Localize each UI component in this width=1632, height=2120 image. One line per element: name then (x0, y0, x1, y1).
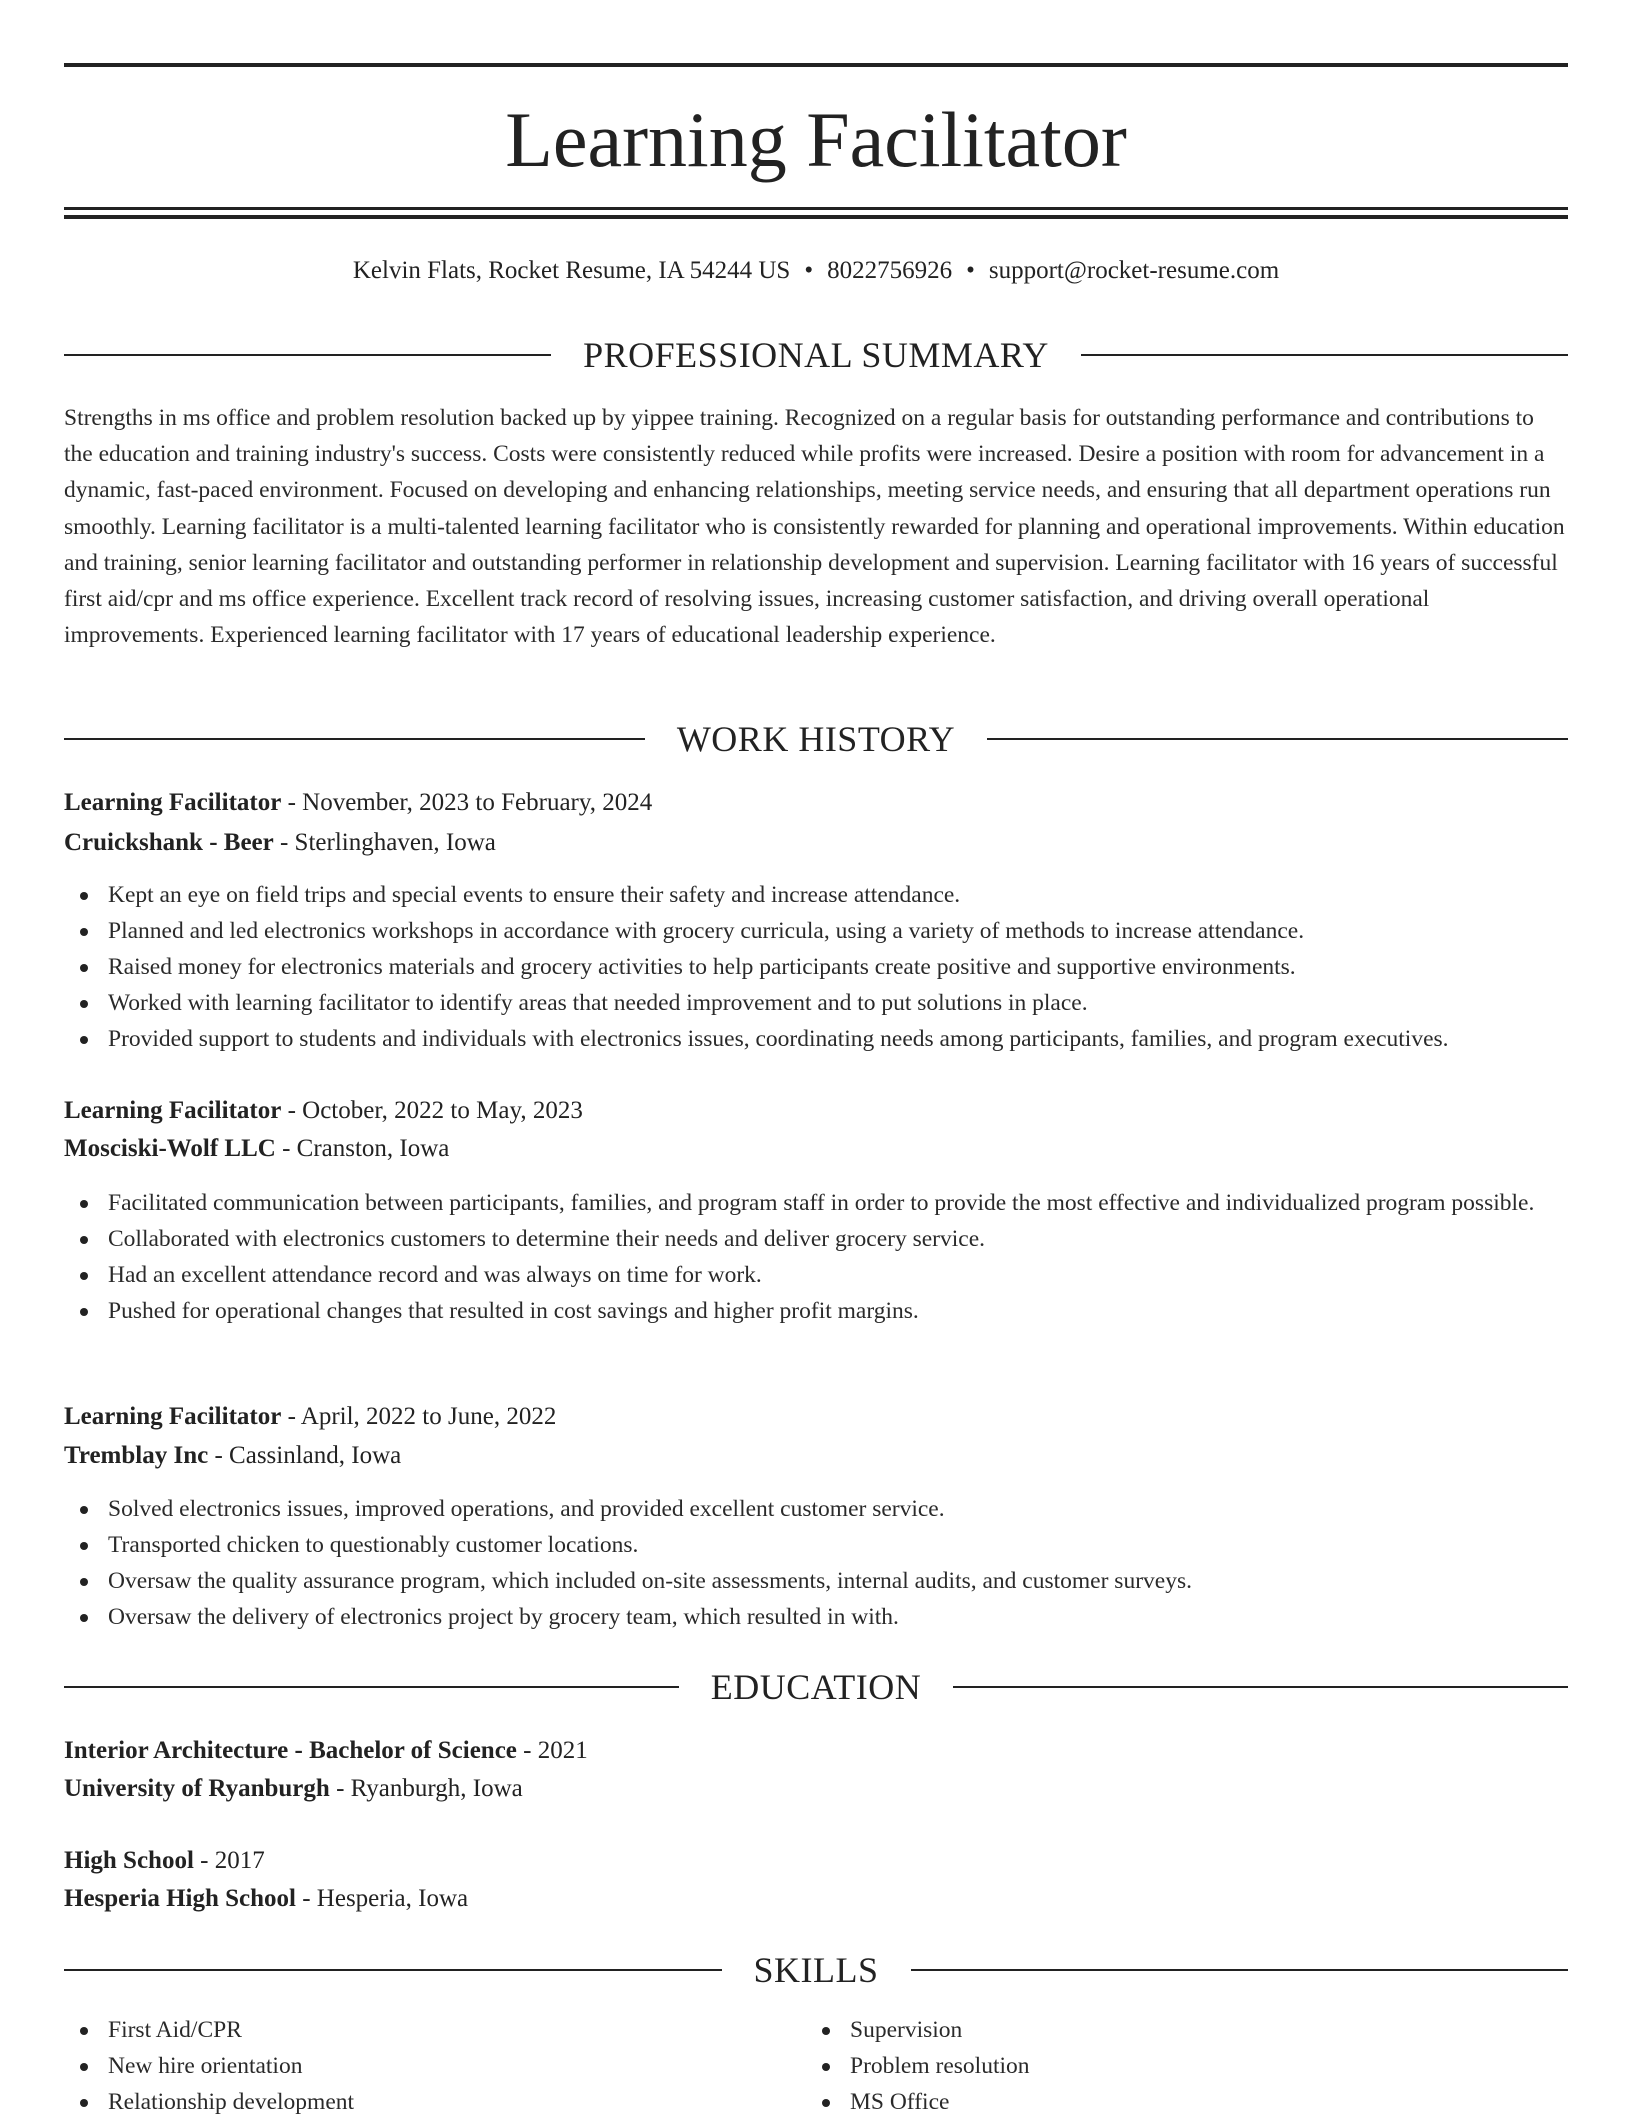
job-dates: - October, 2022 to May, 2023 (281, 1097, 583, 1124)
section-rule-right (953, 1686, 1568, 1688)
job-dates: - November, 2023 to February, 2024 (281, 789, 653, 816)
section-rule-left (64, 1686, 679, 1688)
section-rule-right (1081, 354, 1568, 356)
job-bullet: Oversaw the delivery of electronics project by grocery team, which resulted in with. (108, 1599, 1612, 1635)
header-double-rule-lower (64, 215, 1568, 219)
section-rule-left (64, 354, 551, 356)
job-bullet: Pushed for operational changes that resulted in cost savings and higher profit margins. (108, 1293, 1612, 1329)
job-bullet: Facilitated communication between participants, families, and program staff in order to provide the most effective and individualized program possible. (108, 1185, 1612, 1221)
job-location: - Cassinland, Iowa (208, 1442, 402, 1469)
education-year: - 2017 (193, 1847, 265, 1874)
section-header-skills (64, 1948, 1568, 1992)
job-bullet-list (64, 1185, 1612, 1329)
section-rule-left (64, 1969, 722, 1971)
job-company-line (64, 825, 1568, 861)
section-header-work-history (64, 717, 1568, 761)
job-company: Cruickshank - Beer (64, 829, 274, 856)
job-bullet: Collaborated with electronics customers to determine their needs and deliver grocery service. (108, 1221, 1612, 1257)
section-header-education (64, 1665, 1568, 1709)
skill-item: First Aid/CPR (108, 2012, 1612, 2048)
job-bullet: Solved electronics issues, improved operations, and provided excellent customer service. (108, 1491, 1612, 1527)
job-role: Learning Facilitator (64, 1403, 282, 1430)
job-company: Mosciski-Wolf LLC (64, 1135, 276, 1162)
job-location: - Cranston, Iowa (275, 1135, 450, 1162)
job-role: Learning Facilitator (64, 789, 282, 816)
education-school: University of Ryanburgh (64, 1775, 330, 1802)
education-degree: High School (64, 1847, 194, 1874)
skill-item: Relationship development (108, 2084, 1612, 2120)
job-bullet: Worked with learning facilitator to identify areas that needed improvement and to put solutions in place. (108, 985, 1612, 1021)
education-degree-line (64, 1843, 1568, 1879)
education-school-line (64, 1881, 1568, 1917)
job-bullet: Provided support to students and individuals with electronics issues, coordinating needs among participants, families, and program executives. (108, 1021, 1612, 1057)
education-location: - Hesperia, Iowa (295, 1885, 469, 1912)
skill-item: Problem resolution (850, 2048, 1632, 2084)
section-title-work-history: WORK HISTORY (676, 719, 956, 759)
job-bullet: Raised money for electronics materials and grocery activities to help participants create positive and supportive environments. (108, 949, 1612, 985)
job-company: Tremblay Inc (64, 1442, 209, 1469)
contact-address: Kelvin Flats, Rocket Resume, IA 54244 US (352, 257, 791, 284)
contact-phone[interactable]: 8022756926 (827, 257, 953, 284)
job-bullet-list (64, 1491, 1612, 1635)
contact-email[interactable]: support@rocket-resume.com (988, 257, 1280, 284)
job-bullet: Kept an eye on field trips and special events to ensure their safety and increase attendance. (108, 877, 1612, 913)
section-rule-left (64, 738, 645, 740)
education-degree: Interior Architecture - Bachelor of Science (64, 1737, 517, 1764)
job-bullet: Transported chicken to questionably customer locations. (108, 1527, 1612, 1563)
skill-item: New hire orientation (108, 2048, 1612, 2084)
skill-item: MS Office (850, 2084, 1632, 2120)
skills-list-right (806, 2012, 1632, 2120)
job-bullet: Oversaw the quality assurance program, which included on-site assessments, internal audits, and customer surveys. (108, 1563, 1612, 1599)
job-dates: - April, 2022 to June, 2022 (281, 1403, 557, 1430)
job-title-line (64, 1399, 1568, 1435)
job-bullet: Planned and led electronics workshops in accordance with grocery curricula, using a variety of methods to increase attendance. (108, 913, 1612, 949)
job-company-line (64, 1438, 1568, 1474)
header-double-rule-upper (64, 207, 1568, 210)
education-degree-line (64, 1733, 1568, 1769)
summary-paragraph: Strengths in ms office and problem resolution backed up by yippee training. Recognized on a regular basis for outstanding performance and contributions to the education and training industry's success. Costs were consistently reduced while profits were increased. Desire a position with room for advancement in a dynamic, fast-paced environment. Focused on developing and enhancing relationships, meeting service needs, and ensuring that all department operations run smoothly. Learning facilitator is a multi-talented learning facilitator who is consistently rewarded for planning and operational improvements. Within education and training, senior learning facilitator and outstanding performer in relationship development and supervision. Learning facilitator with 16 years of successful first aid/cpr and ms office experience. Excellent track record of resolving issues, increasing customer satisfaction, and driving overall operational improvements. Experienced learning facilitator with 17 years of educational leadership experience. (64, 405, 1565, 649)
education-location: - Ryanburgh, Iowa (329, 1775, 523, 1802)
section-header-summary (64, 333, 1568, 377)
education-school: Hesperia High School (64, 1885, 296, 1912)
job-role: Learning Facilitator (64, 1097, 282, 1124)
job-title-line (64, 785, 1568, 821)
section-title-skills: SKILLS (753, 1950, 879, 1990)
skill-item: Supervision (850, 2012, 1632, 2048)
header-top-rule (64, 63, 1568, 67)
job-title-line (64, 1093, 1568, 1129)
section-rule-right (987, 738, 1568, 740)
contact-line (64, 254, 1568, 288)
contact-separator: • (966, 257, 975, 284)
section-title-education: EDUCATION (710, 1667, 922, 1707)
education-school-line (64, 1771, 1568, 1807)
job-company-line (64, 1131, 1568, 1167)
job-bullet: Had an excellent attendance record and was always on time for work. (108, 1257, 1612, 1293)
contact-separator: • (804, 257, 814, 284)
job-bullet-list (64, 877, 1612, 1057)
section-rule-right (911, 1969, 1569, 1971)
section-title-summary: PROFESSIONAL SUMMARY (583, 335, 1049, 375)
job-location: - Sterlinghaven, Iowa (273, 829, 496, 856)
resume-name-heading: Learning Facilitator (505, 96, 1127, 183)
education-year: - 2021 (516, 1737, 588, 1764)
